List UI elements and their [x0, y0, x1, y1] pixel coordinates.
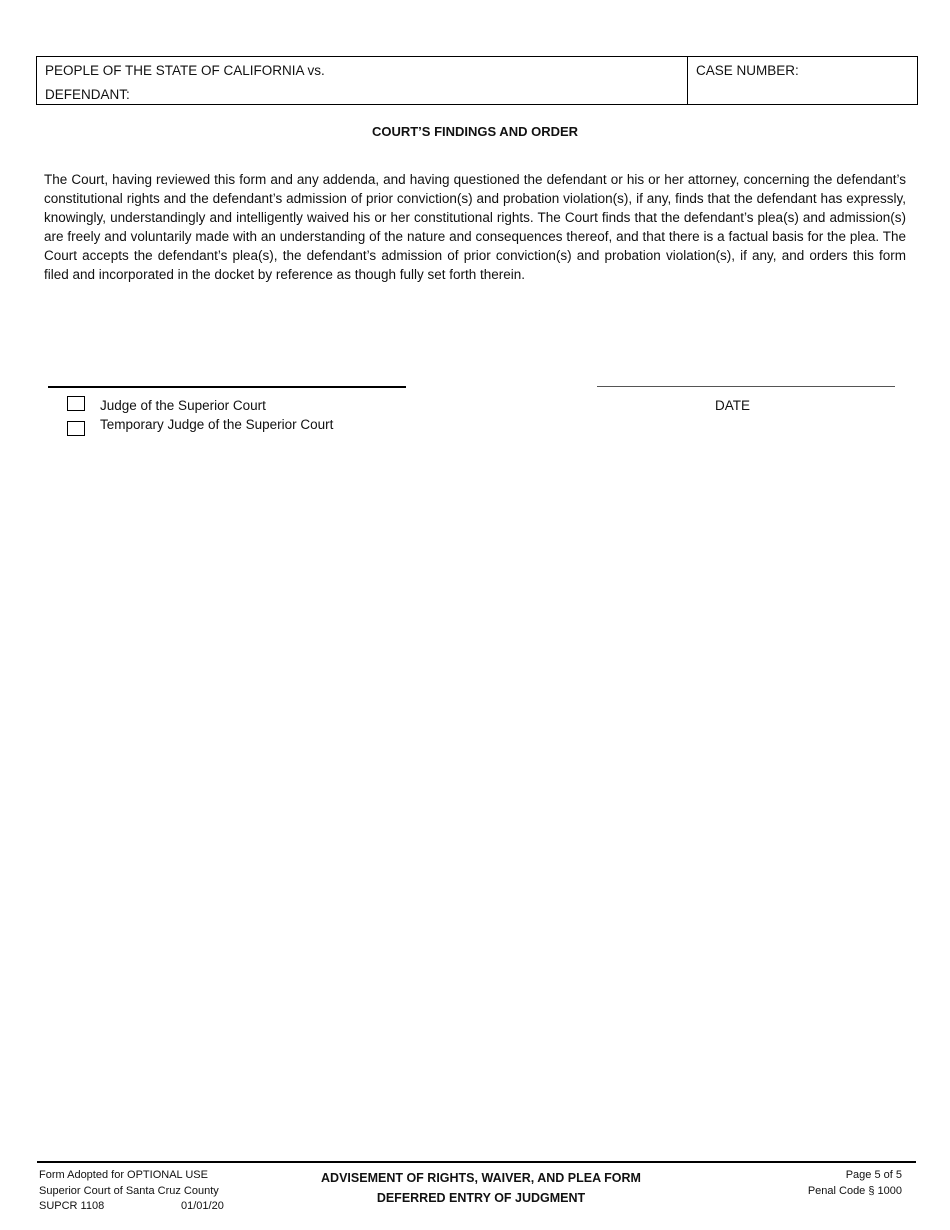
- court-name-text: Superior Court of Santa Cruz County: [39, 1184, 219, 1197]
- judge-signature-line[interactable]: [48, 386, 406, 388]
- revision-date: 01/01/20: [181, 1200, 224, 1212]
- caption-parties-cell: [37, 57, 688, 104]
- footer-page-info: [808, 1168, 902, 1199]
- date-label: DATE: [715, 398, 751, 413]
- form-code-row: [39, 1199, 239, 1215]
- section-heading: COURT’S FINDINGS AND ORDER: [371, 124, 579, 139]
- page-number: Page 5 of 5: [845, 1169, 902, 1181]
- date-signature-line[interactable]: [597, 386, 895, 387]
- form-code: SUPCR 1108: [39, 1200, 105, 1212]
- judge-option-label: Judge of the Superior Court: [100, 398, 266, 413]
- form-adopted-text: Form Adopted for OPTIONAL USE: [39, 1169, 208, 1181]
- temporary-judge-option-label: Temporary Judge of the Superior Court: [100, 417, 334, 432]
- case-caption-box: [36, 56, 918, 105]
- findings-paragraph: The Court, having reviewed this form and any addenda, and having questioned the defendant or his or her attorney, concerning the defendant’s constitutional rights and the defendant’s admission of prior conviction(s) and probation violation(s), if any, finds that the defendant has expressly, knowingly, understandingly and intelligently waived his or her constitutional rights. The Court finds that the defendant’s plea(s) and admission(s) are freely and voluntarily made with an understanding of the nature and consequences thereof, and that there is a factual basis for the plea. The Court accepts the defendant’s plea(s), the defendant’s admission of prior conviction(s) and probation violation(s), if any, and orders this form filed and incorporated in the docket by reference as though fully set forth therein.: [44, 172, 906, 282]
- temporary-judge-checkbox[interactable]: [67, 421, 85, 436]
- footer-title: [281, 1168, 681, 1208]
- footer-form-info: [39, 1168, 239, 1215]
- people-label: PEOPLE OF THE STATE OF CALIFORNIA vs.: [45, 63, 325, 78]
- case-number-label: CASE NUMBER:: [696, 63, 799, 78]
- code-reference: Penal Code § 1000: [807, 1184, 902, 1197]
- form-title-line2: DEFERRED ENTRY OF JUDGMENT: [376, 1191, 586, 1205]
- judge-checkbox[interactable]: [67, 396, 85, 411]
- footer-divider: [37, 1161, 916, 1163]
- defendant-label: DEFENDANT:: [45, 87, 130, 102]
- form-title-line1: ADVISEMENT OF RIGHTS, WAIVER, AND PLEA FORM: [321, 1171, 641, 1185]
